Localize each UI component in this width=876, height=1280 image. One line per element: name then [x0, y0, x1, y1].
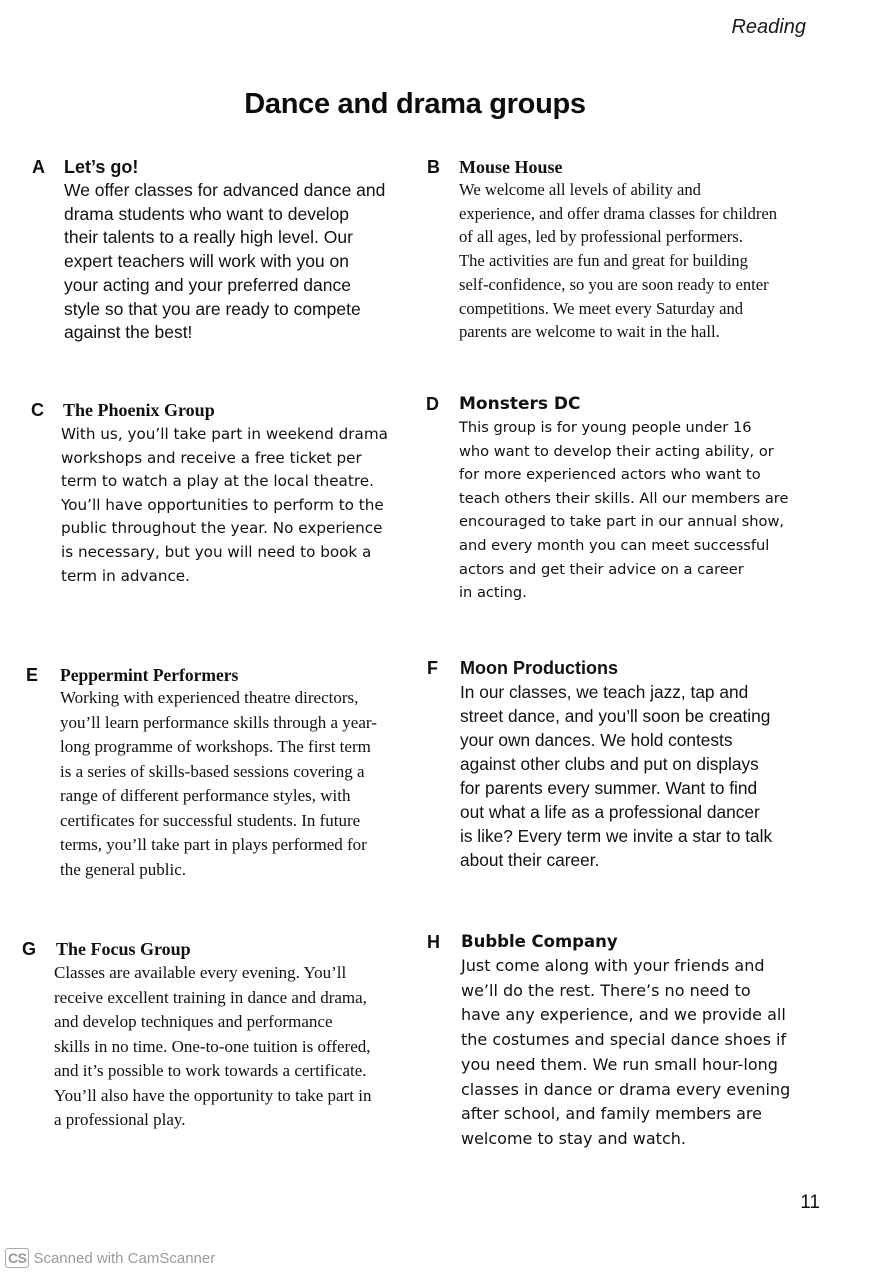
- advert-line: parents are welcome to wait in the hall.: [459, 322, 720, 342]
- advert-line: welcome to stay and watch.: [461, 1128, 686, 1148]
- advert-line: have any experience, and we provide all: [461, 1005, 786, 1025]
- advert-letter: D: [426, 394, 439, 414]
- advert-line: This group is for young people under 16: [459, 419, 752, 436]
- advert-name: The Phoenix Group: [63, 400, 215, 420]
- advert-line: you’ll learn performance skills through a year-: [60, 712, 377, 732]
- advert-name: Mouse House: [459, 157, 563, 177]
- advert-line: against the best!: [64, 322, 193, 343]
- advert-line: range of different performance styles, with: [60, 786, 351, 805]
- advert-line: who want to develop their acting ability, or: [459, 442, 774, 460]
- advert-line: is necessary, but you will need to book a: [61, 542, 372, 561]
- advert-line: and develop techniques and performance: [54, 1012, 333, 1031]
- advert-line: drama students who want to develop: [64, 203, 350, 224]
- advert-line: and every month you can meet successful: [459, 536, 770, 554]
- advert-name: The Focus Group: [56, 939, 191, 959]
- advert-name: Bubble Company: [461, 932, 618, 951]
- advert-line: certificates for successful students. In future: [60, 810, 361, 830]
- watermark-text: Scanned with CamScanner: [33, 1249, 216, 1267]
- advert-letter: E: [26, 665, 39, 685]
- advert-name: Let’s go!: [64, 157, 139, 177]
- section-label: Reading: [731, 16, 806, 38]
- advert-letter: A: [32, 157, 45, 177]
- advert-line: experience, and offer drama classes for children: [459, 203, 778, 223]
- advert-line: after school, and family members are: [461, 1104, 762, 1124]
- advert-line: term in advance.: [61, 566, 190, 585]
- advert-body: [461, 954, 790, 1152]
- advert-line: street dance, and you’ll soon be creating: [460, 706, 771, 726]
- advert-line: your acting and your preferred dance: [64, 274, 351, 295]
- advert-line: public throughout the year. No experience: [61, 519, 383, 538]
- advert-line: expert teachers will work with you on: [64, 251, 349, 272]
- advert-line: You’ll also have the opportunity to take part in: [54, 1085, 372, 1105]
- advert-line: self-confidence, so you are soon ready to enter: [459, 274, 769, 294]
- advert-line: about their career.: [460, 850, 600, 870]
- advert-line: actors and get their advice on a career: [459, 560, 744, 578]
- advert-line: their talents to a really high level. Our: [64, 227, 353, 248]
- advert-name: Monsters DC: [459, 394, 581, 414]
- scanner-watermark: [5, 1248, 215, 1268]
- advert-line: classes in dance or drama every evening: [461, 1079, 791, 1099]
- advert-line: skills in no time. One-to-one tuition is offered,: [54, 1036, 371, 1056]
- advert-line: in acting.: [459, 584, 527, 602]
- advert-letter: F: [427, 658, 438, 678]
- advert-line: competitions. We meet every Saturday and: [459, 298, 744, 318]
- advert-line: long programme of workshops. The first term: [60, 737, 371, 756]
- advert-body: [60, 686, 377, 882]
- advert-name: Moon Productions: [460, 658, 618, 678]
- page-title: Dance and drama groups: [244, 88, 586, 120]
- advert-line: the costumes and special dance shoes if: [461, 1030, 787, 1050]
- advert-line: is a series of skills-based sessions covering a: [60, 761, 365, 781]
- advert-body: [459, 178, 777, 344]
- advert-line: With us, you’ll take part in weekend drama: [61, 425, 388, 443]
- advert-line: is like? Every term we invite a star to talk: [460, 826, 773, 846]
- advert-letter: G: [22, 939, 37, 959]
- advert-line: out what a life as a professional dancer: [460, 802, 760, 822]
- advert-line: The activities are fun and great for building: [459, 251, 748, 271]
- advert-line: and it’s possible to work towards a certificate.: [54, 1061, 367, 1080]
- advert-line: In our classes, we teach jazz, tap and: [460, 682, 749, 702]
- advert-letter: C: [31, 400, 44, 420]
- advert-line: Classes are available every evening. You’ll: [54, 963, 347, 982]
- advert-body: [61, 423, 388, 588]
- advert-line: teach others their skills. All our members are: [459, 489, 789, 507]
- camscanner-logo-icon: CS: [5, 1248, 29, 1268]
- advert-letter: H: [427, 932, 440, 952]
- advert-line: we’ll do the rest. There’s no need to: [461, 980, 751, 1000]
- advert-line: You’ll have opportunities to perform to the: [61, 495, 384, 514]
- advert-line: the general public.: [60, 859, 187, 879]
- advert-line: term to watch a play at the local theatre.: [61, 472, 374, 491]
- advert-line: of all ages, led by professional performers.: [459, 227, 743, 247]
- advert-line: Working with experienced theatre directors,: [60, 688, 359, 707]
- advert-line: We welcome all levels of ability and: [459, 180, 701, 199]
- advert-line: your own dances. We hold contests: [460, 730, 733, 750]
- advert-line: for more experienced actors who want to: [459, 466, 761, 484]
- advert-body: [460, 680, 772, 872]
- advert-body: [459, 416, 788, 605]
- advert-line: workshops and receive a free ticket per: [61, 448, 362, 467]
- advert-line: for parents every summer. Want to find: [460, 778, 758, 798]
- advert-line: against other clubs and put on displays: [460, 754, 759, 774]
- advert-name: Peppermint Performers: [60, 665, 239, 685]
- advert-body: [54, 961, 371, 1133]
- advert-line: Just come along with your friends and: [461, 956, 765, 975]
- advert-line: receive excellent training in dance and drama,: [54, 987, 367, 1007]
- advert-line: terms, you’ll take part in plays performed for: [60, 835, 367, 854]
- advert-body: [64, 179, 385, 345]
- advert-line: you need them. We run small hour-long: [461, 1054, 778, 1074]
- advert-line: a professional play.: [54, 1110, 186, 1129]
- advert-line: We offer classes for advanced dance and: [64, 180, 386, 200]
- page-number: 11: [800, 1192, 820, 1213]
- advert-letter: B: [427, 157, 440, 177]
- advert-line: style so that you are ready to compete: [64, 298, 361, 319]
- advert-line: encouraged to take part in our annual show,: [459, 513, 785, 531]
